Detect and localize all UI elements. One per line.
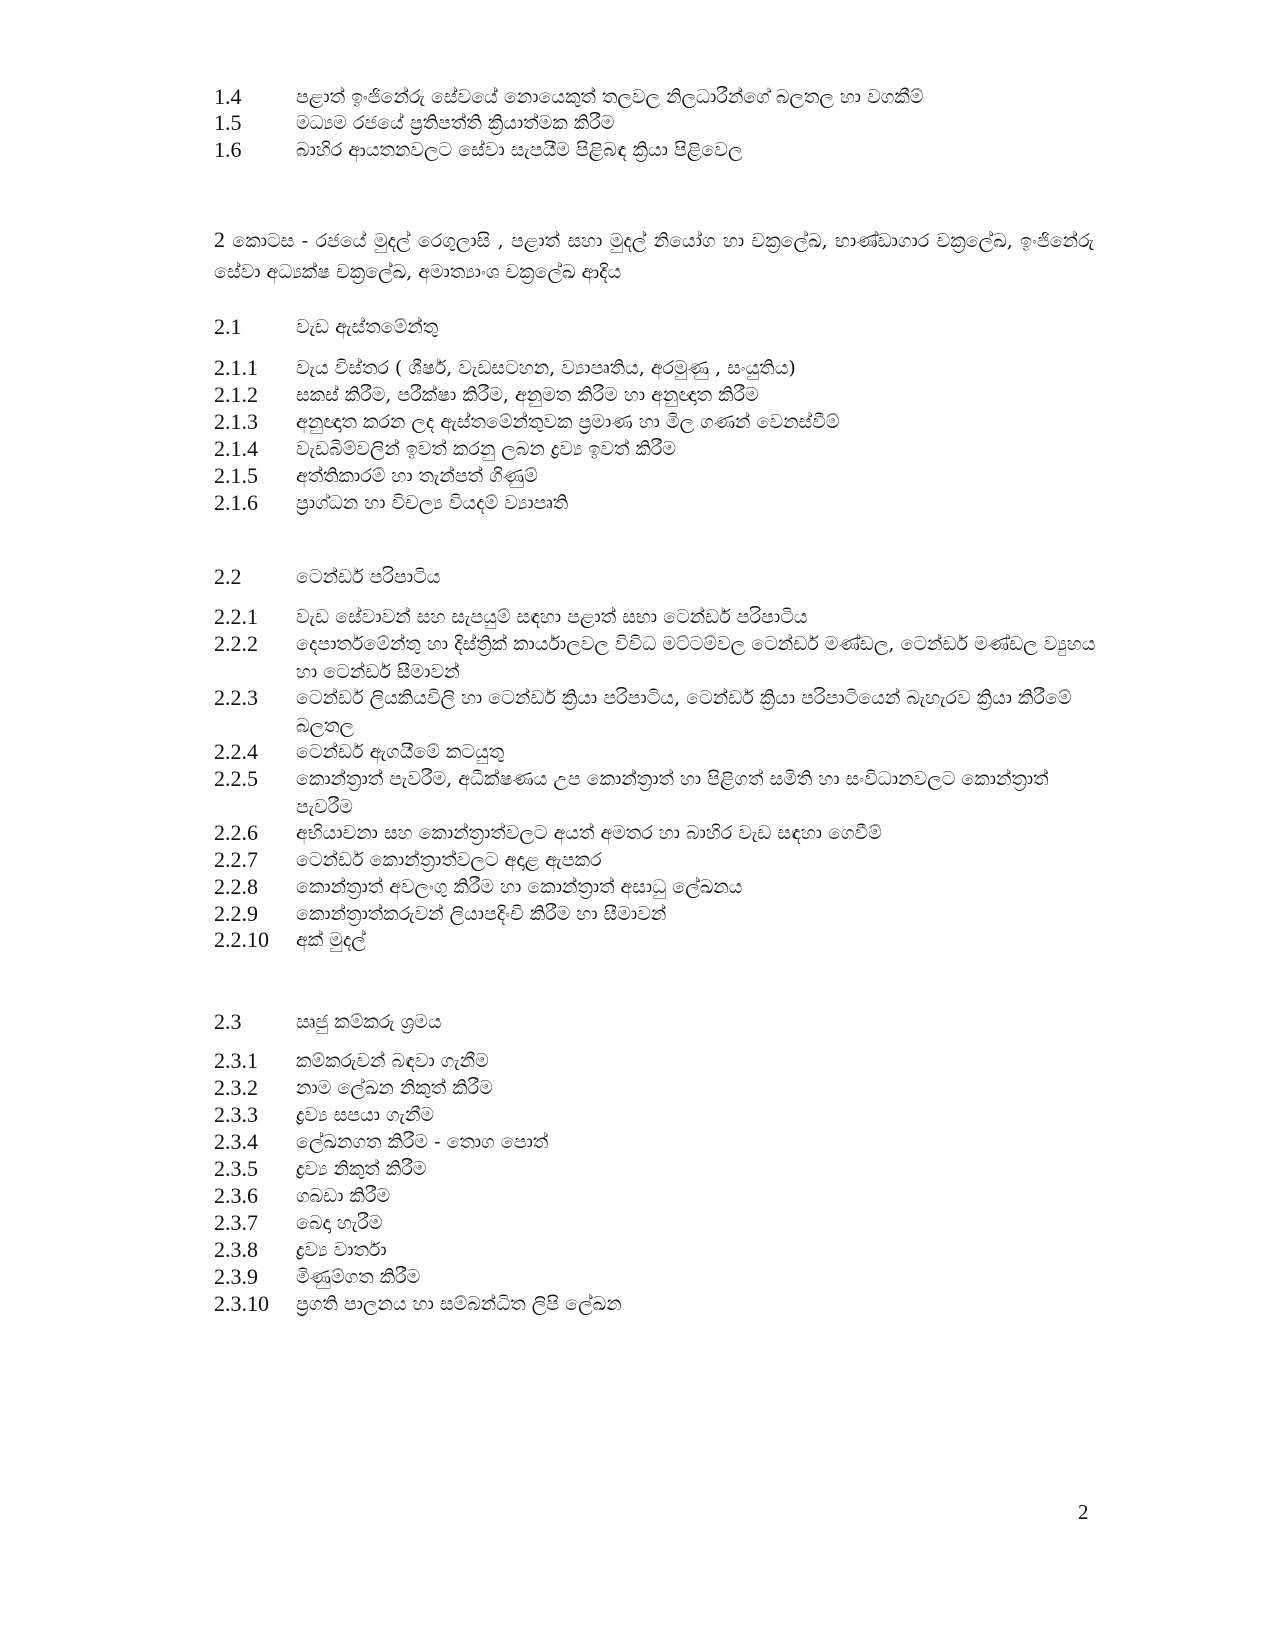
item-text: ද්‍රව්‍ය සපයා ගැනීම [296,1104,435,1126]
item-text: ටෙන්ඩර් කොන්ත්‍රාත්වලට අදාළ ඇපකර [296,849,602,871]
item-text: වැඩ සේවාවන් සහ සැපයුම් සඳහා පළාත් සභා ටෙන්ඩර් පරිපාටිය [296,606,808,628]
part-heading-text: කොටස - රජයේ මුදල් රෙගුලාසි , පළාත් සහා මුදල් නියෝග හා චක්‍රලේඛ, භාණ්ඩාගාර චක්‍රලේඛ, ඉංජිනේරු සේවා අධ්‍යක්ෂ චක්‍රලේඛ, අමාත්‍යාංශ චක්‍රලේඛ ආදිය [214,230,1094,283]
section-title: ඍජු කම්කරු ශ්‍රමය [296,1011,442,1033]
item-text: ප්‍රාග්ධන හා විචල්‍ය වියදම් ව්‍යාපෘති [296,492,569,514]
item-number: 2.3.3 [214,1102,258,1127]
item-number: 2.2.4 [214,739,258,764]
item-text: අනුඥාත කරන ලද ඇස්තමේන්තුවක ප්‍රමාණ හා මිල ගණන් වෙනස්වීම් [296,411,840,433]
item-number: 1.5 [214,110,242,135]
item-number: 2.3.9 [214,1264,258,1289]
item-text: ගබඩා කිරීම [296,1185,391,1207]
part-number: 2 [214,227,225,252]
item-number: 2.1.4 [214,436,258,461]
item-text: පළාත් ඉංජිනේරු සේවයේ නොයෙකුත් තලවල නිලධාරීන්ගේ බලතල හා වගකීම් [296,86,924,108]
item-text: කම්කරුවන් බඳවා ගැනීම [296,1050,489,1072]
item-text: ද්‍රව්‍ය වාර්තා [296,1239,387,1261]
item-text: අක් මුදල් [296,929,366,951]
section-number: 2.3 [214,1009,242,1034]
section-title: ටෙන්ඩර් පරිපාටිය [296,566,441,588]
item-text: බෙදා හැරීම [296,1212,383,1234]
item-text: ද්‍රව්‍ය නිකුත් කිරීම [296,1158,427,1180]
item-text: ටෙන්ඩර් ලියකියවිලි හා ටෙන්ඩර් ක්‍රියා පරිපාටිය, ටෙන්ඩර් ක්‍රියා පරිපාටියෙන් බැහැරව ක්‍රියා කිරීමේ බලතල [296,687,1072,737]
item-number: 2.3.10 [214,1291,269,1316]
item-text: දෙපාර්තමේන්තු හා දිස්ත්‍රික් කාර්යාලවල විවිධ මට්ටම්වල ටෙන්ඩර් මණ්ඩල, ටෙන්ඩර් මණ්ඩල ව්‍යුහය හා ටෙන්ඩර් සීමාවන් [296,633,1096,683]
item-number: 2.3.5 [214,1156,258,1181]
item-text: අභියාචනා සහ කොන්ත්‍රාත්වලට අයත් අමතර හා බාහිර වැඩ සඳහා ගෙවීම් [296,822,882,844]
item-number: 2.3.7 [214,1210,258,1235]
item-number: 2.2.3 [214,685,258,710]
part-heading [214,224,1094,288]
item-number: 2.1.6 [214,490,258,515]
item-number: 2.3.2 [214,1075,258,1100]
item-text: කොන්ත්‍රාත් අවලංගු කිරීම හා කොන්ත්‍රාත් අසාධු ලේඛනය [296,876,743,898]
section-number: 2.2 [214,564,242,589]
item-text: වැය විස්තර ( ශීර්ෂ, වැඩසටහන, ව්‍යාපෘතිය, අරමුණු , සංයුතිය) [296,357,796,379]
item-text: නාම ලේඛන නිකුත් කිරීම [296,1077,493,1099]
item-number: 2.3.1 [214,1048,258,1073]
page-number: 2 [1078,1500,1089,1524]
item-text: ටෙන්ඩර් ඇගයීමේ කටයුතු [296,741,505,763]
item-text: මධ්‍යම රජයේ ප්‍රතිපත්ති ක්‍රියාත්මක කිරීම [296,112,615,134]
item-number: 2.1.2 [214,382,258,407]
item-number: 2.1.5 [214,463,258,488]
item-text: ලේඛනගත කිරීම - තොග පොත් [296,1131,549,1153]
item-number: 2.1.3 [214,409,258,434]
item-text: කොන්ත්‍රාත් පැවරීම, අධීක්ෂණය උප කොන්ත්‍රාත් හා පිළිගත් සමිති හා සංවිධානවලට කොන්ත්‍රාත් පැවරීම [296,768,1049,818]
item-number: 2.2.5 [214,766,258,791]
item-text: වැඩබිම්වලින් ඉවත් කරනු ලබන ද්‍රව්‍ය ඉවත් කිරීම [296,438,677,460]
item-number: 2.3.8 [214,1237,258,1262]
item-text: මිණුම්ගත කිරීම [296,1266,421,1288]
item-number: 2.3.4 [214,1129,258,1154]
item-text: කොන්ත්‍රාත්කරුවන් ලියාපදිංචි කිරීම හා සීමාවන් [296,903,667,925]
item-number: 2.2.10 [214,927,269,952]
section-title: වැඩ ඇස්තමේන්තු [296,316,439,338]
item-text: ප්‍රගති පාලනය හා සම්බන්ධිත ලිපි ලේඛන [296,1293,622,1315]
item-text: අත්තිකාරම් හා තැන්පත් ගිණුම් [296,465,538,487]
item-number: 2.3.6 [214,1183,258,1208]
item-text: බාහිර ආයතනවලට සේවා සැපයීම පිළිබඳ ක්‍රියා පිළිවෙල [296,139,743,161]
item-number: 2.2.2 [214,631,258,656]
item-number: 2.2.6 [214,820,258,845]
item-number: 2.2.8 [214,874,258,899]
item-number: 2.1.1 [214,355,258,380]
item-number: 1.4 [214,84,242,109]
section-number: 2.1 [214,314,242,339]
item-number: 2.2.7 [214,847,258,872]
item-text: සකස් කිරීම, පරීක්ෂා කිරීම, අනුමත කිරීම හා අනුඥාත කිරීම [296,384,759,406]
item-number: 2.2.9 [214,901,258,926]
item-number: 1.6 [214,137,242,162]
item-number: 2.2.1 [214,604,258,629]
